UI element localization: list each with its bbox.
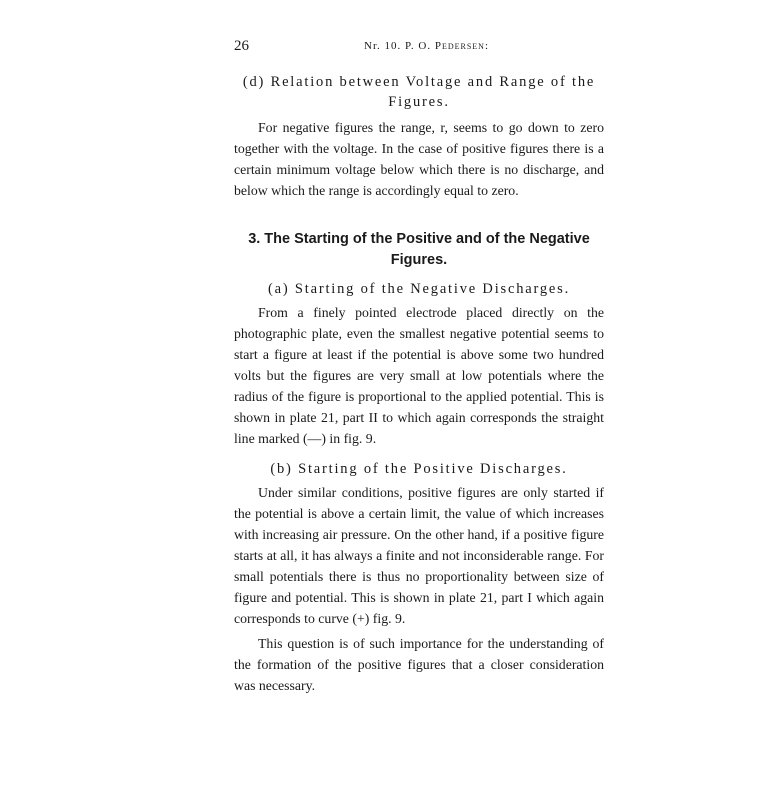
page-header [0, 38, 772, 58]
closing-paragraph: This question is of such importance for the understanding of the formation of the positive figures that a closer consideration was necessary. [234, 636, 604, 693]
subsection-b-heading: (b) Starting of the Positive Discharges. [270, 461, 568, 477]
running-head-author: Pedersen: [434, 40, 490, 52]
section-d-paragraph: For negative figures the range, r, seems to go down to zero together with the voltage. In the case of positive figures there is a certain minimum voltage below which there is no discharge, and below which the range is accordingly equal to zero. [234, 120, 604, 198]
subsection-b-paragraph: Under similar conditions, positive figures are only started if the potential is above a certain limit, the value of which increases with increasing air pressure. On the other hand, if a positive figure starts at all, it has always a finite and not inconsiderable range. For small potentials there is thus no proportionality between size of figure and potential. This is shown in plate 21, part I which again corresponds to curve (+) fig. 9. [234, 485, 604, 626]
body-text [234, 72, 604, 696]
page-number: 26 [234, 38, 249, 54]
subsection-a-heading: (a) Starting of the Negative Discharges. [267, 281, 571, 297]
section-d-heading [234, 72, 604, 112]
running-head-prefix: Nr. 10. P. O. [364, 40, 432, 52]
subsection-a-paragraph: From a finely pointed electrode placed directly on the photographic plate, even the smallest negative potential seems to start a figure at least if the potential is above some two hundred volts but the figures are very small at low potentials where the radius of the figure is proportional to the applied potential. This is shown in plate 21, part II to which again corresponds the straight line marked (—) in fig. 9. [234, 305, 604, 446]
section-3-heading-line1: 3. The Starting of the Positive and of the Negative [248, 231, 590, 247]
section-3-heading [234, 229, 604, 271]
section-gap [234, 201, 604, 229]
section-3-heading-line2: Figures. [390, 252, 448, 268]
section-d-heading-line1: (d) Relation between Voltage and Range of the [242, 74, 596, 90]
section-d-heading-line2: Figures. [388, 94, 450, 110]
running-head [364, 40, 489, 52]
